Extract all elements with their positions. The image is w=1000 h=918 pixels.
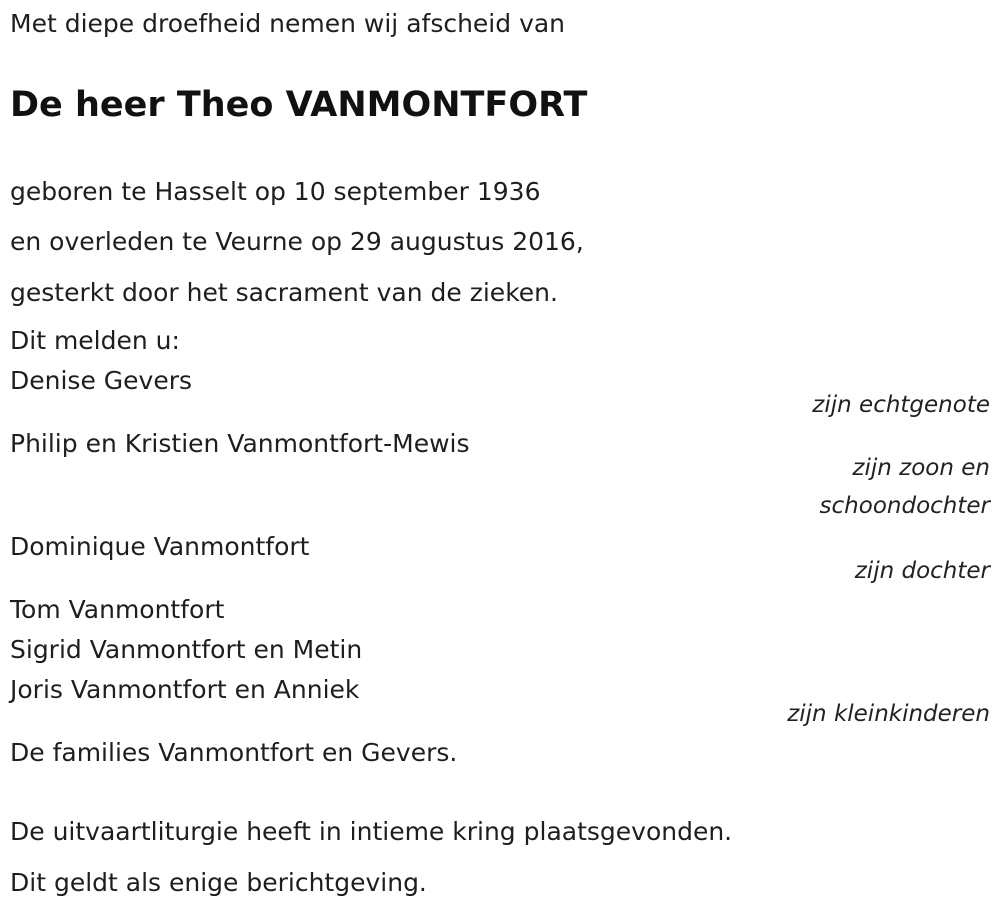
spouse-name: Denise Gevers <box>10 366 193 395</box>
deceased-name: De heer Theo VANMONTFORT <box>10 85 588 125</box>
spouse-role: zijn echtgenote <box>812 392 990 418</box>
grandchild-name: Tom Vanmontfort <box>10 595 225 624</box>
sacrament-line: gesterkt door het sacrament van de zieken. <box>10 278 558 307</box>
son-role-line1: zijn zoon en <box>852 455 990 481</box>
intro-text: Met diepe droefheid nemen wij afscheid van <box>10 9 566 38</box>
announced-by-label: Dit melden u: <box>10 326 180 355</box>
notice-line: Dit geldt als enige berichtgeving. <box>10 868 427 897</box>
daughter-role: zijn dochter <box>854 558 990 584</box>
grandchildren-role: zijn kleinkinderen <box>787 701 990 727</box>
grandchild-name: Sigrid Vanmontfort en Metin <box>10 635 363 664</box>
son-name: Philip en Kristien Vanmontfort-Mewis <box>10 429 470 458</box>
birth-line: geboren te Hasselt op 10 september 1936 <box>10 177 541 206</box>
grandchild-name: Joris Vanmontfort en Anniek <box>10 675 360 704</box>
liturgy-line: De uitvaartliturgie heeft in intieme kring plaatsgevonden. <box>10 817 733 846</box>
death-line: en overleden te Veurne op 29 augustus 2016, <box>10 227 584 256</box>
daughter-name: Dominique Vanmontfort <box>10 532 310 561</box>
son-role-line2: schoondochter <box>819 493 990 519</box>
families-line: De families Vanmontfort en Gevers. <box>10 738 458 767</box>
